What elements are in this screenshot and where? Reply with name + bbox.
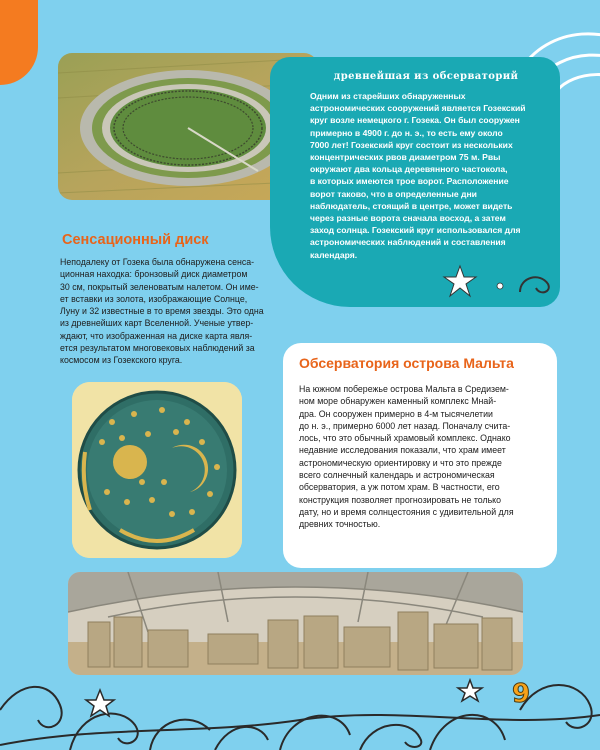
text-line: конструкция позволяет прогнозировать не только [299,494,502,505]
text-line: всего солнечный календарь и астрономическая [299,470,495,481]
page-number: 9 [512,679,531,709]
text-line: ется результатом многовековых наблюдений за [60,343,255,354]
text-line: окружают два кольца деревянного частокола, [310,164,508,175]
malta-section-text [299,383,539,531]
text-line: ционная находка: бронзовый диск диаметром [60,269,248,280]
text-line: 7000 лет! Гозекский круг состоит из нескольких [310,139,513,150]
text-line: календаря. [310,249,358,260]
star-doodle [440,262,560,302]
text-line: 30 см, покрытый зеленоватым налетом. Он име- [60,281,259,292]
text-line: ет вставки из золота, изображающие Солнце, [60,293,248,304]
text-line: лось, что это обычный храмовый комплекс. Однако [299,433,511,444]
text-line: астрономических сооружений является Гозекский [310,103,526,114]
text-line: Неподалеку от Гозека была обнаружена сенса- [60,257,255,267]
text-line: космосом из Гозекского круга. [60,355,183,366]
text-line: Одним из старейших обнаруженных [310,91,466,101]
orange-corner-accent [0,0,38,85]
text-line: круг возле немецкого г. Гозека. Он был сооружен [310,115,520,126]
text-line: астрономическую ориентировку и что это прежде [299,457,502,468]
sky-disk-photo [72,382,242,558]
disk-section-text [60,256,276,367]
text-line: из древнейших карт Вселенной. Ученые утвер- [60,318,254,329]
text-line: в которых имеются трое ворот. Расположение [310,176,509,187]
observatory-box-text [310,90,542,261]
text-line: примерно в 4900 г. до н. э., то есть ему около [310,127,503,138]
text-line: наблюдатель, стоящий в центре, может видеть [310,200,513,211]
doodle-decoration [0,650,600,750]
text-line: На южном побережье острова Мальта в Средизем- [299,384,509,394]
text-line: до н. э., примерно 6000 лет назад. Поначалу счита- [299,420,511,431]
text-line: концентрических рвов диаметром 75 м. Рвы [310,152,501,163]
text-line: дату, но и время солнцестояния с удивительной для [299,506,514,517]
observatory-box-title: древнейшая из обсерваторий [333,71,519,82]
text-line: обсерватория, а уж потом храм. В частности, его [299,482,500,493]
text-line: ждают, что изображенная на диске карта явля- [60,330,253,341]
disk-section-heading: Сенсационный диск [62,232,209,248]
text-line: древних точностью. [299,519,381,530]
text-line: дра. Он сооружен примерно в 4-м тысячелетии [299,408,493,419]
malta-section-box [283,343,557,568]
text-line: ном море обнаружен каменный комплекс Мнай- [299,396,497,407]
text-line: недавние исследования показали, что храм имеет [299,445,506,456]
malta-section-heading: Обсерватория острова Мальта [299,355,514,371]
text-line: астрономических наблюдений и составления [310,237,506,248]
text-line: заход солнца. Гозекский круг использовался для [310,225,521,236]
text-line: ворот таково, что в определенные дни [310,188,477,199]
text-line: Луну и 32 известные в то время звезды. Это одна [60,306,264,317]
text-line: через разные ворота сначала восход, а затем [310,213,506,224]
